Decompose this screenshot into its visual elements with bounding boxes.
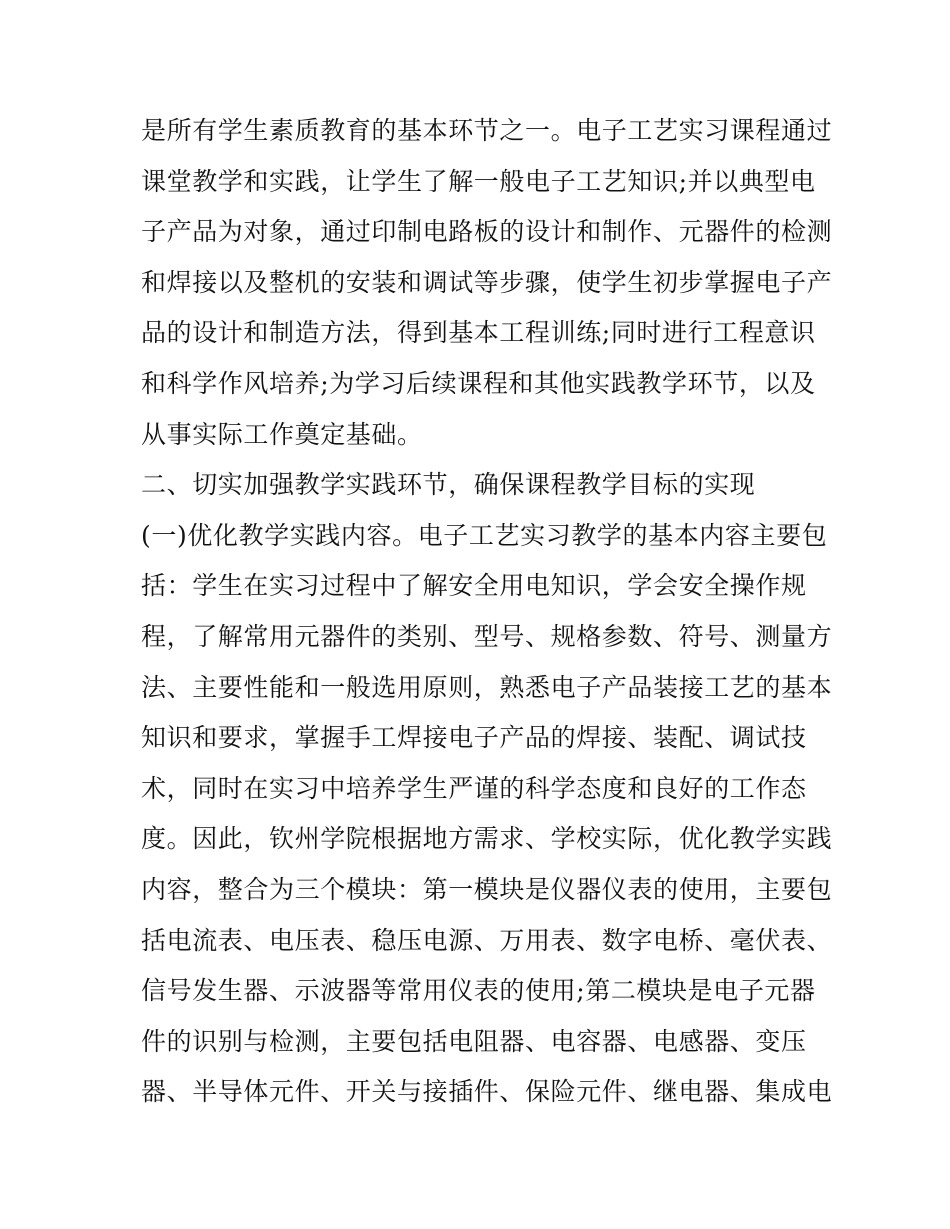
text-line: 内容，整合为三个模块：第一模块是仪器仪表的使用，主要包 (141, 874, 833, 904)
text-line: 器、半导体元件、开关与接插件、保险元件、继电器、集成电 (141, 1077, 833, 1107)
text-line: 课堂教学和实践，让学生了解一般电子工艺知识;并以典型电 (141, 166, 816, 196)
text-line: 程，了解常用元器件的类别、型号、规格参数、符号、测量方 (141, 621, 833, 651)
text-line: 术，同时在实习中培养学生严谨的科学态度和良好的工作态 (141, 773, 807, 803)
text-line: (一)优化教学实践内容。电子工艺实习教学的基本内容主要包 (141, 520, 828, 550)
text-line: 子产品为对象，通过印制电路板的设计和制作、元器件的检测 (141, 217, 833, 247)
text-line: 括电流表、电压表、稳压电源、万用表、数字电桥、毫伏表、 (141, 925, 833, 955)
text-line: 法、主要性能和一般选用原则，熟悉电子产品装接工艺的基本 (141, 672, 833, 702)
text-line: 品的设计和制造方法，得到基本工程训练;同时进行工程意识 (141, 318, 816, 348)
text-line: 和焊接以及整机的安装和调试等步骤，使学生初步掌握电子产 (141, 267, 833, 297)
text-line: 括：学生在实习过程中了解安全用电知识，学会安全操作规 (141, 571, 807, 601)
text-line: 从事实际工作奠定基础。 (141, 419, 423, 449)
text-line: 度。因此，钦州学院根据地方需求、学校实际，优化教学实践 (141, 824, 833, 854)
text-line: 和科学作风培养;为学习后续课程和其他实践教学环节，以及 (141, 368, 816, 398)
text-line: 信号发生器、示波器等常用仪表的使用;第二模块是电子元器 (141, 976, 816, 1006)
body-text (141, 106, 833, 1118)
section-heading: 二、切实加强教学实践环节，确保课程教学目标的实现 (141, 470, 756, 500)
text-line: 件的识别与检测，主要包括电阻器、电容器、电感器、变压 (141, 1026, 807, 1056)
text-line: 是所有学生素质教育的基本环节之一。电子工艺实习课程通过 (141, 116, 833, 145)
text-line: 知识和要求，掌握手工焊接电子产品的焊接、装配、调试技 (141, 723, 807, 753)
